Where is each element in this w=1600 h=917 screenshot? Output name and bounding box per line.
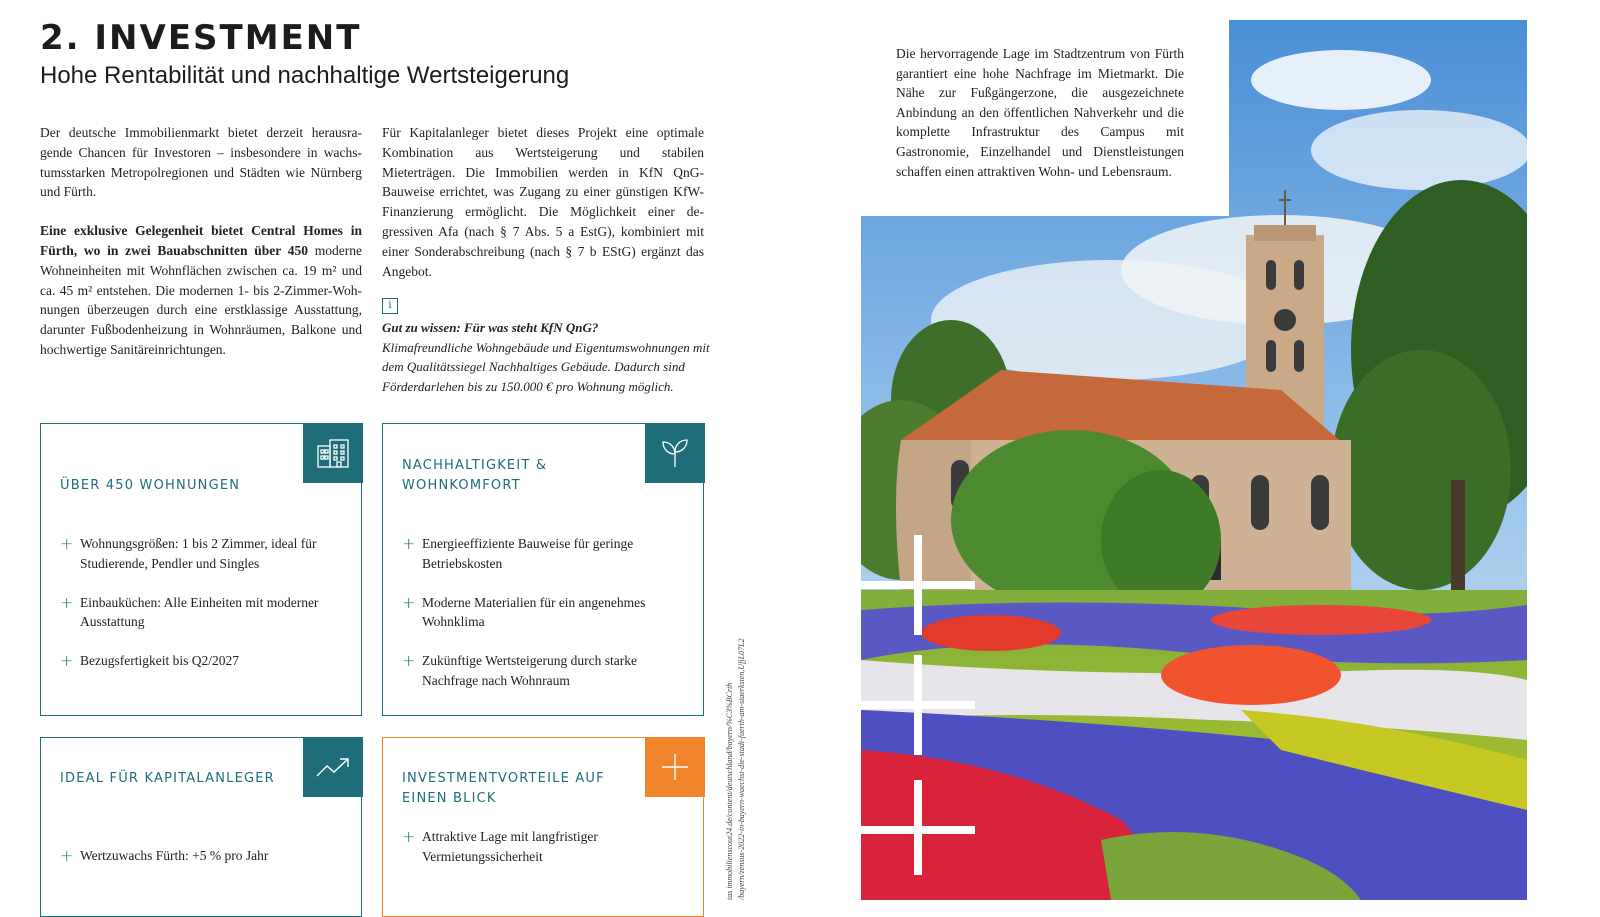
highlight-bold: Eine exklusive Gelegenheit bietet Central Homes in Fürth, wo in zwei Bauabschnitten über 450 [40,223,362,258]
list-item: + Einbauküchen: Alle Einheiten mit moderner Ausstattung [60,592,319,630]
investor-paragraph: Für Kapitalanleger bietet dieses Projekt eine optimale Kombination aus Wertsteigerung und stabilen Mieterträgen. Die Immobilien werden in KfN QnG-Bauweise errichtet, was Zugang zu einer günstigen KfW-Finanzierung ermöglicht. Die Möglichkeit einer degressiven Afa (nach § 7 Abs. 5 a EstG), kombiniert mit einer Sonderabschreibung (nach § 7 b EStG) ergänzt das Angebot. [382,125,704,279]
card-title: IDEAL FÜR KAPITALANLEGER [60,771,275,786]
highlight-rest: moderne Wohneinheiten mit Wohnflächen zwischen ca. 19 m² und ca. 45 m² entstehen. Die modernen 1- bis 2-Zimmer-Wohnungen überzeugen durch eine erstklassige Ausstattung, darunter Fußbodenheizung in Wohnräumen, Balkone und hochwertige Sanitäreinrichtungen. [40,242,362,357]
card-title: ÜBER 450 WOHNUNGEN [60,478,241,493]
highlight-paragraph [40,221,362,360]
plus-icon: + [402,651,416,671]
plus-icon [645,737,705,797]
building-icon [303,423,363,483]
card-title: NACHHALTIGKEIT & WOHNKOMFORT [402,458,548,493]
source-line-2: /bayern/zensus-2022-in-bayern-waechst-die-stadt-fuerth-am-staerksten,UfjL07L2 [737,638,746,900]
list-item: + Wertzuwachs Fürth: +5 % pro Jahr [60,846,269,865]
card-list [402,827,683,886]
plus-icon: + [60,846,74,865]
intro-column [40,123,362,379]
info-question: Gut zu wissen: Für was steht KfN QnG? [382,320,599,335]
card-wohnungen [40,423,362,716]
plus-icon: + [402,827,416,846]
page-subtitle: Hohe Rentabilität und nachhaltige Wertsteigerung [40,62,570,89]
sprout-icon [645,423,705,483]
card-kapitalanleger [40,737,362,917]
card-nachhaltigkeit [382,423,704,716]
info-answer: Klimafreundliche Wohngebäude und Eigentumswohnungen mit dem Qualitätssiegel Nachhaltiges Gebäude. Dadurch sind Förderdarlehen bis zu 150.000 € pro Wohnung möglich. [382,339,710,394]
list-item: + Energieeffiziente Bauweise für geringe Betriebskosten [402,534,634,571]
decorative-crosses-icon [861,535,981,875]
list-item: + Moderne Materialien für ein angenehmes Wohnklima [402,592,646,630]
card-list [402,534,683,710]
list-item: + Zukünftige Wertsteigerung durch starke Nachfrage nach Wohnraum [402,651,637,688]
list-item: + Wohnungsgrößen: 1 bis 2 Zimmer, ideal für Studierende, Pendler und Singles [60,534,317,571]
info-icon: i [382,298,398,314]
plus-icon: + [60,534,74,553]
card-investmentvorteile [382,737,704,917]
investor-column [382,123,704,300]
list-item: + Bezugsfertigkeit bis Q2/2027 [60,651,239,671]
intro-paragraph: Der deutsche Immobilienmarkt bietet derzeit herausragende Chancen für Investoren – insbesondere in wachstumsstarken Metropolregionen und Städten wie Nürnberg und Fürth. [40,125,362,200]
list-item: + Attraktive Lage mit langfristiger Vermietungssicherheit [402,827,598,864]
photo-caption: Die hervorragende Lage im Stadtzentrum von Fürth garantiert eine hohe Nachfrage im Mietmarkt. Die Nähe zur Fußgängerzone, die ausgezeichnete Anbindung an den öffentlichen Nahverkehr und die komplette Infrastruktur des Campus mit Gastronomie, Einzelhandel und Dienstleistungen schaffen einen attraktiven Wohn- und Lebensraum. [861,20,1229,216]
card-title: INVESTMENTVORTEILE AUF EINEN BLICK [402,771,605,806]
plus-icon: + [402,534,416,553]
source-caption [718,572,758,900]
card-list [60,534,341,690]
source-line-1: tas immobilienscout24.de/content/deutschland/bayern/%C3%BCrth [725,682,734,900]
page-title: 2. INVESTMENT [40,18,362,58]
plus-icon: + [402,592,416,612]
card-list [60,846,341,885]
info-note [382,318,712,396]
trend-up-icon [303,737,363,797]
plus-icon: + [60,592,74,612]
plus-icon: + [60,651,74,671]
